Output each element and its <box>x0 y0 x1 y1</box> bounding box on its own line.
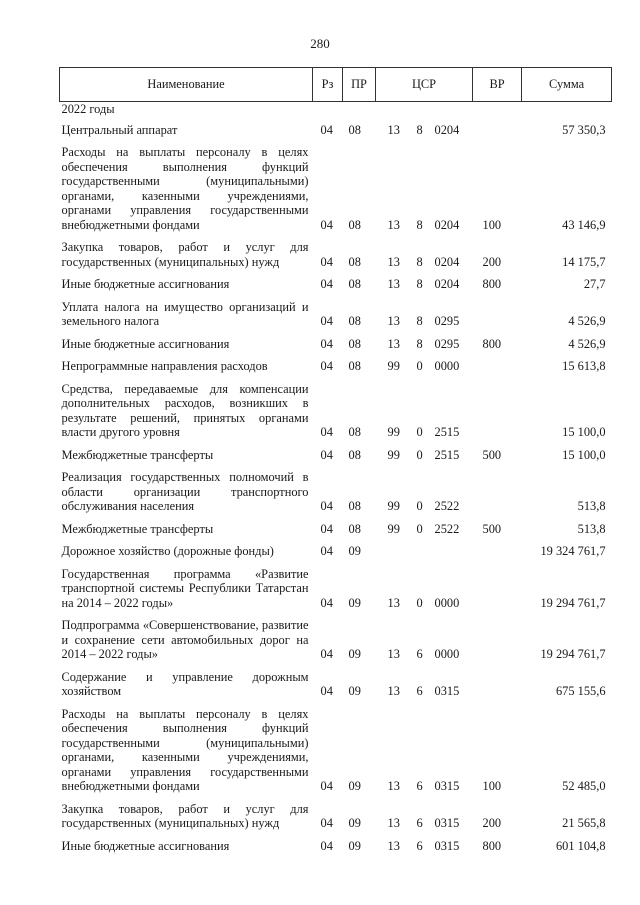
cell-c2: 0 <box>416 499 423 513</box>
header-pr: ПР <box>343 68 376 102</box>
cell-sum: 513,8 <box>577 521 606 536</box>
cell-sum: 15 100,0 <box>562 447 606 462</box>
cell-c1: 99 <box>387 359 400 373</box>
cell-pr: 08 <box>348 521 361 536</box>
cell-c3: 0295 <box>434 314 460 328</box>
cell-vr <box>473 298 522 335</box>
cell-c2: 6 <box>416 838 423 853</box>
cell-name: Реализация государственных полномочий в области организации транспортного обслуживания населения <box>61 470 309 513</box>
cell-pr: 08 <box>348 336 361 351</box>
cell-name: Государственная программа «Развитие транспортной системы Республики Татарстан на 2014 – 2022 годы» <box>61 566 309 610</box>
cell-name: Подпрограмма «Совершенствование, развитие и сохранение сети автомобильных дорог на 2014 – 2022 годы» <box>61 618 309 661</box>
cell-c1: 13 <box>387 254 400 269</box>
cell-c1 <box>376 542 409 565</box>
cell-c1: 13 <box>387 684 400 698</box>
cell-c1: 13 <box>387 838 400 853</box>
table-row <box>60 705 612 800</box>
cell-rz: 04 <box>320 447 333 462</box>
cell-sum: 4 526,9 <box>568 336 606 351</box>
cell-vr: 200 <box>482 254 502 269</box>
cell-c2: 8 <box>416 254 423 269</box>
cell-c3: 0000 <box>434 647 460 661</box>
cell-vr: 500 <box>482 521 502 536</box>
cell-vr <box>473 616 522 668</box>
cell-name: Закупка товаров, работ и услуг для государственных (муниципальных) нужд <box>61 801 309 830</box>
cell-c3: 2515 <box>434 425 460 439</box>
cell-pr: 09 <box>348 816 361 830</box>
cell-vr: 800 <box>482 336 502 351</box>
cell-rz: 04 <box>320 359 333 373</box>
cell-name: Иные бюджетные ассигнования <box>61 336 230 351</box>
cell-name: Средства, передаваемые для компенсации дополнительных расходов, возникших в результате решений, принятых органами власти другого уровня <box>61 381 309 439</box>
cell-c1: 99 <box>387 499 400 513</box>
cell-c1: 13 <box>387 779 400 793</box>
table-row <box>60 468 612 520</box>
cell-name: Уплата налога на имущество организаций и земельного налога <box>61 299 309 328</box>
cell-c1: 13 <box>387 647 400 661</box>
cell-rz: 04 <box>320 499 333 513</box>
cell-c3: 0315 <box>434 779 460 793</box>
table-row <box>60 143 612 238</box>
cell-sum: 57 350,3 <box>562 122 606 137</box>
table-row <box>60 335 612 358</box>
cell-sum: 14 175,7 <box>562 254 606 269</box>
cell-rz: 04 <box>320 838 333 853</box>
cell-vr <box>473 542 522 565</box>
cell-c1: 13 <box>387 277 400 291</box>
cell-pr: 09 <box>348 595 361 610</box>
cell-c3: 0000 <box>434 359 460 373</box>
cell-vr <box>473 468 522 520</box>
cell-name: Дорожное хозяйство (дорожные фонды) <box>61 544 274 558</box>
cell-rz: 04 <box>320 217 333 232</box>
cell-c3: 2522 <box>434 499 460 513</box>
header-vr: ВР <box>473 68 522 102</box>
table-header-row <box>60 68 612 102</box>
cell-pr: 08 <box>348 359 361 373</box>
cell-sum: 19 294 761,7 <box>540 595 606 610</box>
cell-vr <box>473 121 522 144</box>
cell-rz: 04 <box>320 521 333 536</box>
cell-name: Иные бюджетные ассигнования <box>61 838 230 853</box>
header-csr: ЦСР <box>376 68 473 102</box>
cell-c1: 13 <box>387 217 400 232</box>
cell-c2: 0 <box>416 521 423 536</box>
cell-vr: 100 <box>482 779 502 793</box>
cell-c2: 6 <box>416 816 423 830</box>
cell-c2: 8 <box>416 217 423 232</box>
cell-name: Межбюджетные трансферты <box>61 447 214 462</box>
year-row <box>60 102 612 121</box>
cell-c3: 2515 <box>434 447 460 462</box>
cell-c2: 0 <box>416 595 423 610</box>
table-row <box>60 380 612 446</box>
cell-vr: 800 <box>482 838 502 853</box>
cell-name: Расходы на выплаты персоналу в целях обеспечения выполнения функций государственными (муниципальными) органами, казенными учреждениями, органами управления государственными внебюджетными фондами <box>61 145 309 232</box>
cell-name: Непрограммные направления расходов <box>61 359 268 373</box>
cell-name: Закупка товаров, работ и услуг для государственных (муниципальных) нужд <box>61 240 309 269</box>
cell-c3: 0295 <box>434 336 460 351</box>
cell-c3: 0315 <box>434 838 460 853</box>
cell-c2: 0 <box>416 425 423 439</box>
cell-sum: 601 104,8 <box>555 838 606 853</box>
table-row <box>60 542 612 565</box>
cell-c2: 6 <box>416 779 423 793</box>
cell-vr <box>473 380 522 446</box>
cell-sum: 19 294 761,7 <box>540 647 606 661</box>
cell-pr: 09 <box>348 838 361 853</box>
cell-c2 <box>409 542 431 565</box>
cell-c1: 13 <box>387 595 400 610</box>
cell-vr <box>473 565 522 617</box>
cell-c2: 8 <box>416 122 423 137</box>
cell-c2: 8 <box>416 314 423 328</box>
cell-sum: 15 100,0 <box>562 425 606 439</box>
cell-pr: 09 <box>348 647 361 661</box>
cell-vr: 500 <box>482 447 502 462</box>
cell-vr: 100 <box>482 217 502 232</box>
cell-name: Иные бюджетные ассигнования <box>61 277 230 291</box>
cell-c3: 0000 <box>434 595 460 610</box>
table-row <box>60 238 612 275</box>
table-row <box>60 298 612 335</box>
header-sum: Сумма <box>522 68 612 102</box>
cell-rz: 04 <box>320 277 333 291</box>
cell-c1: 99 <box>387 425 400 439</box>
table-row <box>60 800 612 837</box>
table-row <box>60 837 612 860</box>
table-row <box>60 357 612 380</box>
cell-c2: 6 <box>416 647 423 661</box>
table-row <box>60 121 612 144</box>
cell-rz: 04 <box>320 779 333 793</box>
cell-sum: 675 155,6 <box>555 684 606 698</box>
cell-c3: 0204 <box>434 254 460 269</box>
cell-sum: 513,8 <box>577 499 606 513</box>
cell-c3: 2522 <box>434 521 460 536</box>
cell-vr <box>473 668 522 705</box>
cell-rz: 04 <box>320 336 333 351</box>
cell-rz: 04 <box>320 314 333 328</box>
cell-rz: 04 <box>320 647 333 661</box>
cell-c2: 6 <box>416 684 423 698</box>
cell-pr: 08 <box>348 314 361 328</box>
budget-table <box>59 67 612 859</box>
cell-c3 <box>431 542 473 565</box>
cell-pr: 09 <box>348 684 361 698</box>
cell-c2: 8 <box>416 277 423 291</box>
cell-c3: 0315 <box>434 684 460 698</box>
cell-c1: 13 <box>387 122 400 137</box>
table-row <box>60 446 612 469</box>
cell-rz: 04 <box>320 544 333 558</box>
cell-c2: 8 <box>416 336 423 351</box>
cell-rz: 04 <box>320 595 333 610</box>
cell-c3: 0204 <box>434 122 460 137</box>
cell-pr: 09 <box>348 779 361 793</box>
cell-c1: 13 <box>387 314 400 328</box>
cell-c2: 0 <box>416 447 423 462</box>
table-row <box>60 668 612 705</box>
cell-pr: 08 <box>348 499 361 513</box>
cell-sum: 15 613,8 <box>562 359 606 373</box>
header-name: Наименование <box>60 68 313 102</box>
cell-rz: 04 <box>320 122 333 137</box>
cell-pr: 08 <box>348 254 361 269</box>
cell-pr: 08 <box>348 277 361 291</box>
cell-pr: 08 <box>348 217 361 232</box>
cell-sum: 4 526,9 <box>568 314 606 328</box>
cell-rz: 04 <box>320 816 333 830</box>
cell-vr: 800 <box>482 277 502 291</box>
cell-c1: 99 <box>387 521 400 536</box>
cell-sum: 43 146,9 <box>562 217 606 232</box>
table-row <box>60 565 612 617</box>
cell-pr: 08 <box>348 122 361 137</box>
cell-c1: 99 <box>387 447 400 462</box>
cell-pr: 08 <box>348 447 361 462</box>
cell-c3: 0204 <box>434 217 460 232</box>
cell-name: Центральный аппарат <box>61 122 178 137</box>
cell-c3: 0315 <box>434 816 460 830</box>
cell-c1: 13 <box>387 816 400 830</box>
table-row <box>60 275 612 298</box>
cell-sum: 27,7 <box>583 277 606 291</box>
table-row <box>60 616 612 668</box>
cell-c2: 0 <box>416 359 423 373</box>
year-label: 2022 годы <box>61 102 115 116</box>
page-number: 280 <box>310 36 330 51</box>
cell-vr: 200 <box>482 816 502 830</box>
cell-c3: 0204 <box>434 277 460 291</box>
cell-rz: 04 <box>320 425 333 439</box>
cell-rz: 04 <box>320 684 333 698</box>
header-rz: Рз <box>313 68 343 102</box>
cell-sum: 19 324 761,7 <box>540 544 606 558</box>
cell-name: Расходы на выплаты персоналу в целях обеспечения выполнения функций государственными (муниципальными) органами, казенными учреждениями, органами управления государственными внебюджетными фондами <box>61 706 309 793</box>
cell-pr: 08 <box>348 425 361 439</box>
cell-name: Межбюджетные трансферты <box>61 521 214 536</box>
cell-sum: 52 485,0 <box>562 779 606 793</box>
cell-rz: 04 <box>320 254 333 269</box>
cell-name: Содержание и управление дорожным хозяйством <box>61 669 309 698</box>
table-row <box>60 520 612 543</box>
cell-c1: 13 <box>387 336 400 351</box>
cell-sum: 21 565,8 <box>562 816 606 830</box>
cell-vr <box>473 357 522 380</box>
cell-pr: 09 <box>348 544 361 558</box>
